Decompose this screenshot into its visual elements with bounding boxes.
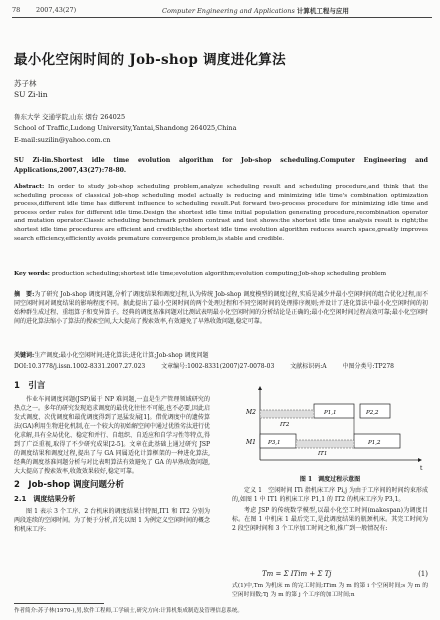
equation-1-body: Tm = Σ ITim + Σ Tj: [262, 570, 332, 578]
abstract-zh: [14, 290, 428, 326]
author-footnote: 作者简介:苏子林(1970-),男,软件工程师,工学硕士,研究方向:计算机集成制造及管理信息系统。: [14, 608, 243, 614]
section2-title: 2 Job-shop 调度问题分析: [14, 480, 125, 490]
keywords-label: Key words:: [14, 270, 50, 277]
author-en: SU Zi-lin: [14, 90, 48, 99]
y-label-m1: M1: [246, 439, 256, 446]
author-email: E-mail:suzilin@yahoo.com.cn: [14, 136, 111, 144]
right-paragraph-2: 考虑 JSP 的传统数学模型,以最小化空工时间(makespan)为调度目标。在图 1 中机床 1 最后完工,是此调度结果的瓶颈机床。其完工时间为 2 段空闲时间和 3 个工序加工时间之和,推广到一般情况有:: [232, 507, 428, 532]
page-number: 78: [12, 6, 21, 14]
abstract-label: Abstract:: [14, 183, 45, 190]
doi: DOI:10.3778/j.issn.1002-8331.2007.27.023: [14, 363, 146, 370]
keywords-zh: [14, 350, 428, 359]
figure-1-gantt: [232, 384, 428, 472]
figure-1-caption: 图 1 调度过程示意图: [299, 476, 361, 483]
x-axis-label: t: [420, 465, 423, 472]
equation-1: [232, 570, 428, 578]
bar-label-p22: P2,2: [366, 410, 379, 416]
footnote-rule: [14, 603, 104, 604]
citation: SU Zi-lin.Shortest idle time evolution algorithm for Job-shop scheduling.Computer Engineering and Applications,2007,43(27):78-80.: [14, 157, 428, 174]
doi-line: [14, 361, 428, 370]
affiliation-zh: 鲁东大学 交通学院,山东 烟台 264025: [14, 113, 126, 121]
abstract-en: [14, 183, 428, 243]
journal-name-en: Computer Engineering and Applications: [162, 7, 295, 15]
gap-label-it1: IT1: [318, 451, 328, 457]
right-paragraph-3: 式(1)中,Tm 为机床 m 的完工时间;ITim 为 m 的第 i 个空闲时间;s 为 m 的空闲时间数;Tj 为 m 的第 j 个工序的加工时间;n: [232, 583, 428, 598]
keywords-zh-text: 生产调度;最小化空闲时间;进化算法;进化计算;Job-shop 调度问题: [34, 352, 209, 359]
idle-gap-it2: [260, 410, 314, 418]
right-column: [232, 486, 428, 535]
bar-label-p31: P3,1: [268, 440, 281, 446]
abstract-zh-label: 摘 要:: [14, 291, 35, 298]
section1-paragraph: 作业车间调度问题(JSP)属于 NP 难问题,一直是生产管理领域研究的热点之一。多年的研究发现追求调度的最优化往往不可能,也不必要,因此启发式调度、次优调度和最优调度得到了迅猛发展[1]。借优调度中的遗传算法(GA)利用生物进化机制,在一个较大的初始解空间中通过优胜劣汰进行优化求解,具有全局优化、稳定和并行、自组织、自适应和自学习性等特点,得到了广泛重视,取得了不少研究成果[2-5]。文章在此基础上通过研究 JSP 的调度结果和调度过程,提出了与 GA 同属适化计算框架的一种进化算法,经典的调度基准问题分析与对比表明算法有效避免了 GA 的早熟收敛问题,大大提高了搜索效率,收敛效果较好,稳定可靠。: [14, 396, 210, 475]
bar-label-p12: P1,2: [368, 440, 381, 446]
gap-label-it2: IT2: [280, 422, 290, 428]
journal-name-zh: 计算机工程与应用: [296, 7, 349, 15]
paper-title: 最小化空闲时间的 Job-shop 调度进化算法: [14, 52, 286, 68]
clc-number: 中图分类号:TP278: [342, 363, 394, 370]
abstract-zh-text: 为了研究 Job-shop 调度问题,分析了调度结果和调度过程,认为传统 Job-shop 调度模型的调度过程,实质是减少并最小空闲时间的组合优化过程,而不同空闲时间对调度结果的影响程度不同。据此提出了最小空闲时间的两个处理过程和不同空闲时间的处理排序规则;并设计了进化算法中最小化空闲时间的初始种群生成过程、重组算子和变异算子。经典的调度基准问题对比测试表明最小化空闲时间的分析结论是正确的;最小化空闲时间过程高效可靠;最小化空闲时间的进化算法缩小了算法的搜索空间,大大提高了搜索效率,有效避免了早熟收敛问题,稳定可靠。: [14, 291, 429, 325]
y-label-m2: M2: [246, 409, 256, 416]
journal-name: [162, 6, 349, 15]
article-id: 文章编号:1002-8331(2007)27-0078-03: [161, 363, 275, 370]
left-column: [14, 382, 210, 536]
keywords-en: [14, 270, 428, 279]
equation-1-number: (1): [418, 570, 428, 578]
abstract-text: In order to study job-shop scheduling problem,analyze scheduling result and scheduling procedure,and think that the scheduling process of classical job-shop scheduling model actually is reducing and minimizing idle time's combination optimization process,different idle time has different influence to scheduling result.Put forward two-process procedure for minimizing idle time and process order rules for different idle time.Design the shortest idle time initial population generating procedure,recombination operator and mutation operator.Classic scheduling benchmark problem contrast and test shows:the shortest idle time analysis result is right;the shortest idle time procedures are efficient and credible;the shortest idle time evolution algorithm reduces search space,greatly improves search efficiency,efficiently avoids premature convergence problem,is stable and credible.: [14, 184, 428, 242]
author-zh: 苏子林: [14, 79, 37, 88]
definition-1: 定义 1 空闲时间 ITi 指机床工序 Pi,j 为由于工序间的时间约束形成的,如图 1 中 IT1 的机床工序 P1,1 的 IT2 的机床工序为 P3,1。: [232, 487, 428, 503]
header-rule: [12, 17, 432, 18]
doc-code: 文献标识码:A: [290, 363, 327, 370]
section2-1-title: 2.1 调度结果分析: [14, 495, 76, 503]
year-issue: 2007,43(27): [36, 6, 77, 14]
section2-paragraph: 图 1 表示 3 个工序、2 台机床的调度结果甘特图,IT1 和 IT2 分别为两段连续的空闲时间。为了便于分析,首先以图 1 为例定义空闲时间的概念和机床工序:: [14, 508, 210, 533]
bar-label-p11: P1,1: [324, 410, 337, 416]
x-axis-arrow: [418, 458, 422, 462]
idle-gap-it1: [296, 440, 354, 448]
keywords-zh-label: 关键词:: [14, 352, 35, 359]
affiliation-en: School of Traffic,Ludong University,Yantai,Shandong 264025,China: [14, 124, 237, 132]
y-axis-arrow: [258, 386, 262, 390]
keywords-text: production scheduling;shortest idle time;evolution algorithm;evolution computing;Job-shop scheduling problem: [51, 271, 387, 277]
section1-title: 1 引言: [14, 381, 46, 391]
